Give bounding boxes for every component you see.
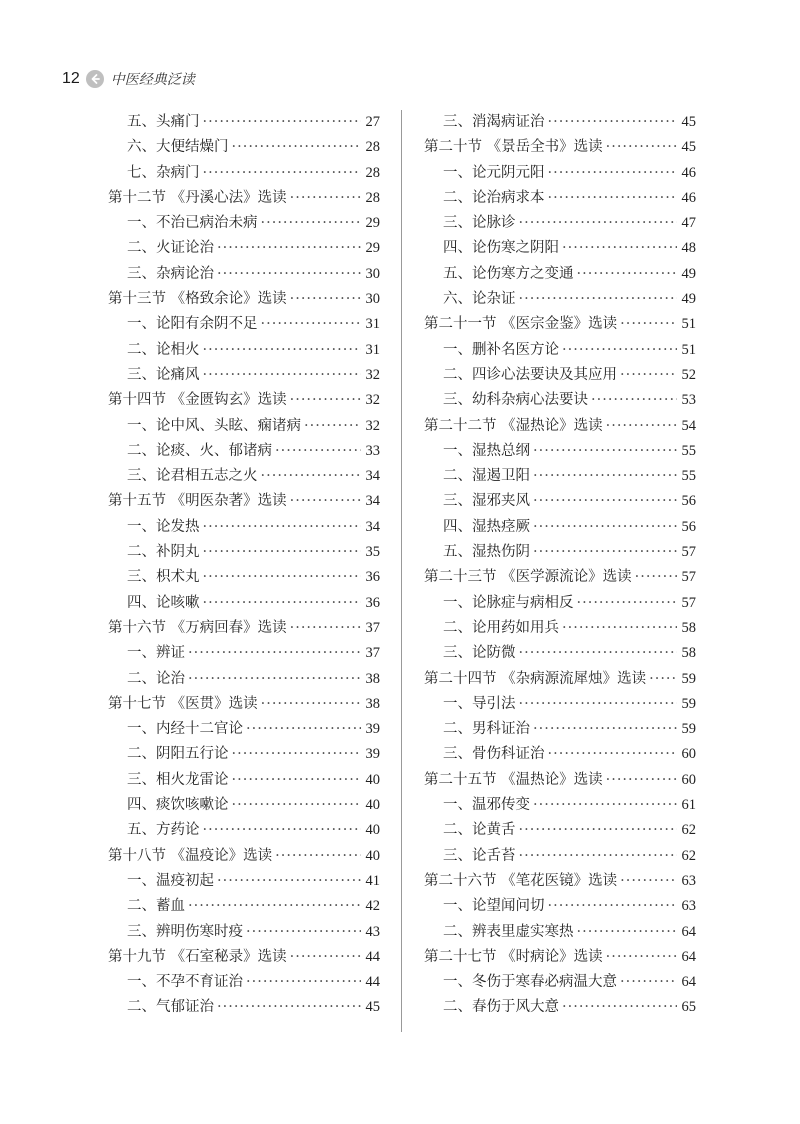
dot-leader [620, 873, 677, 889]
toc-entry-title: 二、蓄血 [127, 898, 185, 915]
toc-page-number: 44 [365, 948, 380, 965]
toc-page-number: 59 [681, 670, 696, 687]
toc-page-number: 34 [365, 518, 380, 535]
toc-entry-title: 四、论伤寒之阴阳 [443, 240, 559, 257]
toc-subentry[interactable] [424, 515, 696, 540]
dot-leader [577, 595, 678, 611]
toc-page-number: 62 [681, 822, 696, 839]
toc-entry-title: 第二十五节 《温热论》选读 [424, 771, 603, 788]
toc-entry-title: 二、气郁证治 [127, 999, 214, 1016]
dot-leader [533, 519, 677, 535]
dot-leader [290, 190, 361, 206]
toc-entry-title: 第十八节 《温疫论》选读 [108, 847, 273, 864]
dot-leader [261, 468, 362, 484]
toc-section-entry[interactable] [424, 565, 696, 590]
toc-subentry[interactable] [424, 894, 696, 919]
toc-entry-title: 第十三节 《格致余论》选读 [108, 291, 287, 308]
toc-subentry[interactable] [424, 540, 696, 565]
toc-page-number: 36 [365, 569, 380, 586]
toc-entry-title: 一、不治已病治未病 [127, 215, 258, 232]
toc-entry-title: 一、论阳有余阴不足 [127, 316, 258, 333]
toc-page-number: 54 [681, 417, 696, 434]
dot-leader [188, 671, 361, 687]
toc-page-number: 64 [681, 948, 696, 965]
dot-leader [203, 114, 362, 130]
toc-section-entry[interactable] [108, 186, 380, 211]
toc-right-column [424, 110, 696, 1021]
dot-leader [217, 999, 361, 1015]
toc-entry-title: 第十七节 《医贯》选读 [108, 695, 258, 712]
toc-page-number: 51 [681, 316, 696, 333]
dot-leader [606, 418, 677, 434]
toc-page-number: 58 [681, 619, 696, 636]
toc-entry-title: 二、论痰、火、郁诸病 [127, 442, 272, 459]
toc-entry-title: 第二十六节 《笔花医镜》选读 [424, 872, 618, 889]
toc-subentry[interactable] [108, 970, 380, 995]
toc-page-number: 42 [365, 898, 380, 915]
toc-section-entry[interactable] [424, 135, 696, 160]
toc-entry-title: 三、消渴病证治 [443, 114, 545, 130]
toc-entry-title: 三、杂病论治 [127, 265, 214, 282]
toc-entry-title: 第十二节 《丹溪心法》选读 [108, 189, 287, 206]
toc-entry-title: 第二十七节 《时病论》选读 [424, 948, 603, 965]
toc-page-number: 28 [365, 139, 380, 156]
toc-page-number: 55 [681, 442, 696, 459]
dot-leader [275, 848, 361, 864]
back-arrow-icon [86, 70, 104, 88]
toc-page-number: 39 [365, 746, 380, 763]
toc-page-number: 57 [681, 544, 696, 561]
toc-page-number: 33 [365, 442, 380, 459]
toc-entry-title: 三、论君相五志之火 [127, 468, 258, 485]
toc-entry-title: 第十四节 《金匮钩玄》选读 [108, 392, 287, 409]
toc-entry-title: 第二十节 《景岳全书》选读 [424, 139, 603, 156]
dot-leader [533, 468, 677, 484]
toc-page-number: 32 [365, 392, 380, 409]
toc-section-entry[interactable] [424, 869, 696, 894]
dot-leader [232, 797, 362, 813]
toc-section-entry[interactable] [424, 667, 696, 692]
dot-leader [562, 240, 677, 256]
toc-subentry[interactable] [424, 439, 696, 464]
dot-leader [232, 139, 362, 155]
toc-subentry[interactable] [424, 262, 696, 287]
toc-page-number: 37 [365, 645, 380, 662]
toc-page-number: 40 [365, 797, 380, 814]
toc-entry-title: 第十五节 《明医杂著》选读 [108, 493, 287, 510]
toc-entry-title: 一、论发热 [127, 518, 200, 535]
dot-leader [203, 342, 362, 358]
toc-page-number: 60 [681, 746, 696, 763]
toc-subentry[interactable] [424, 388, 696, 413]
toc-subentry[interactable] [424, 287, 696, 312]
toc-subentry[interactable] [424, 236, 696, 261]
dot-leader [246, 721, 361, 737]
toc-page-number: 57 [681, 594, 696, 611]
dot-leader [246, 974, 361, 990]
toc-entry-title: 一、论望闻问切 [443, 898, 545, 915]
toc-entry-title: 三、湿邪夹风 [443, 493, 530, 510]
toc-page-number: 38 [365, 695, 380, 712]
toc-page-number: 49 [681, 291, 696, 308]
toc-subentry[interactable] [108, 161, 380, 186]
toc-subentry[interactable] [108, 920, 380, 945]
toc-entry-title: 三、骨伤科证治 [443, 746, 545, 763]
toc-page-number: 32 [365, 417, 380, 434]
toc-page-number: 56 [681, 493, 696, 510]
toc-subentry[interactable] [108, 768, 380, 793]
dot-leader [290, 949, 361, 965]
toc-subentry[interactable] [424, 793, 696, 818]
toc-entry-title: 二、阴阳五行论 [127, 746, 229, 763]
toc-section-entry[interactable] [108, 692, 380, 717]
dot-leader [290, 493, 361, 509]
toc-subentry[interactable] [424, 363, 696, 388]
toc-subentry[interactable] [424, 692, 696, 717]
toc-entry-title: 一、内经十二官论 [127, 721, 243, 738]
toc-page-number: 63 [681, 872, 696, 889]
toc-entry-title: 三、幼科杂病心法要诀 [443, 392, 588, 409]
toc-page-number: 47 [681, 215, 696, 232]
toc-entry-title: 二、湿遏卫阳 [443, 468, 530, 485]
toc-entry-title: 二、论治 [127, 670, 185, 687]
dot-leader [290, 392, 361, 408]
toc-page-number: 57 [681, 569, 696, 586]
toc-section-entry[interactable] [424, 768, 696, 793]
toc-entry-title: 二、论治病求本 [443, 189, 545, 206]
toc-page-number: 45 [681, 139, 696, 156]
toc-entry-title: 二、论相火 [127, 341, 200, 358]
toc-entry-title: 三、论脉诊 [443, 215, 516, 232]
toc-section-entry[interactable] [108, 616, 380, 641]
toc-entry-title: 第二十三节 《医学源流论》选读 [424, 569, 632, 586]
dot-leader [304, 418, 361, 434]
toc-subentry[interactable] [108, 869, 380, 894]
dot-leader [577, 924, 678, 940]
toc-subentry[interactable] [424, 616, 696, 641]
toc-entry-title: 二、论用药如用兵 [443, 619, 559, 636]
toc-subentry[interactable] [108, 236, 380, 261]
toc-subentry[interactable] [108, 363, 380, 388]
dot-leader [203, 822, 362, 838]
dot-leader [261, 696, 361, 712]
toc-subentry[interactable] [108, 110, 380, 135]
dot-leader [606, 772, 677, 788]
toc-subentry[interactable] [424, 717, 696, 742]
dot-leader [649, 671, 677, 687]
dot-leader [519, 645, 678, 661]
toc-page-number: 59 [681, 721, 696, 738]
toc-entry-title: 第二十二节 《湿热论》选读 [424, 417, 603, 434]
dot-leader [232, 772, 362, 788]
toc-page-number: 46 [681, 164, 696, 181]
toc-section-entry[interactable] [424, 945, 696, 970]
dot-leader [533, 493, 677, 509]
toc-page-number: 29 [365, 240, 380, 257]
dot-leader [620, 974, 677, 990]
toc-page-number: 43 [365, 923, 380, 940]
dot-leader [290, 291, 361, 307]
toc-page-number: 37 [365, 619, 380, 636]
dot-leader [548, 746, 678, 762]
toc-page-number: 55 [681, 468, 696, 485]
toc-subentry[interactable] [424, 489, 696, 514]
toc-entry-title: 一、删补名医方论 [443, 341, 559, 358]
toc-page-number: 31 [365, 316, 380, 333]
dot-leader [188, 645, 361, 661]
toc-page-number: 46 [681, 189, 696, 206]
toc-page-number: 53 [681, 392, 696, 409]
toc-entry-title: 六、论杂证 [443, 291, 516, 308]
page-header [62, 66, 195, 92]
dot-leader [261, 215, 362, 231]
toc-entry-title: 一、论脉症与病相反 [443, 594, 574, 611]
toc-entry-title: 一、冬伤于寒春必病温大意 [443, 974, 617, 991]
toc-subentry[interactable] [424, 818, 696, 843]
toc-subentry[interactable] [108, 793, 380, 818]
toc-subentry[interactable] [424, 464, 696, 489]
toc-page-number: 44 [365, 974, 380, 991]
toc-subentry[interactable] [108, 742, 380, 767]
toc-entry-title: 五、头痛门 [127, 114, 200, 130]
toc-subentry[interactable] [424, 338, 696, 363]
toc-page-number: 32 [365, 366, 380, 383]
toc-subentry[interactable] [108, 414, 380, 439]
toc-subentry[interactable] [108, 894, 380, 919]
toc-page-number: 40 [365, 822, 380, 839]
dot-leader [548, 898, 678, 914]
toc-page-number: 39 [365, 721, 380, 738]
dot-leader [635, 569, 677, 585]
dot-leader [519, 822, 678, 838]
toc-page-number: 62 [681, 847, 696, 864]
toc-page-number: 31 [365, 341, 380, 358]
toc-entry-title: 三、论防微 [443, 645, 516, 662]
toc-page-number: 38 [365, 670, 380, 687]
toc-entry-title: 五、湿热伤阴 [443, 544, 530, 561]
toc-page-number: 35 [365, 544, 380, 561]
toc-left-column [108, 110, 380, 1021]
toc-page-number: 58 [681, 645, 696, 662]
toc-entry-title: 第十九节 《石室秘录》选读 [108, 948, 287, 965]
toc-page-number: 30 [365, 265, 380, 282]
dot-leader [533, 721, 677, 737]
toc-entry-title: 第二十一节 《医宗金鉴》选读 [424, 316, 618, 333]
dot-leader [203, 595, 362, 611]
toc-entry-title: 三、论痛风 [127, 366, 200, 383]
toc-page-number: 30 [365, 291, 380, 308]
toc-subentry[interactable] [424, 110, 696, 135]
toc-entry-title: 一、湿热总纲 [443, 442, 530, 459]
toc-subentry[interactable] [424, 995, 696, 1020]
toc-page-number: 64 [681, 923, 696, 940]
dot-leader [188, 898, 361, 914]
toc-entry-title: 第十六节 《万病回春》选读 [108, 619, 287, 636]
toc-entry-title: 二、火证论治 [127, 240, 214, 257]
dot-leader [275, 443, 361, 459]
toc-page-number: 48 [681, 240, 696, 257]
toc-entry-title: 二、春伤于风大意 [443, 999, 559, 1016]
toc-page-number: 60 [681, 771, 696, 788]
dot-leader [533, 544, 677, 560]
dot-leader [232, 746, 362, 762]
toc-entry-title: 一、温疫初起 [127, 872, 214, 889]
toc-entry-title: 第二十四节 《杂病源流犀烛》选读 [424, 670, 647, 687]
dot-leader [203, 367, 362, 383]
dot-leader [203, 165, 362, 181]
dot-leader [548, 165, 678, 181]
dot-leader [533, 797, 677, 813]
arrow-left-icon [89, 73, 101, 85]
toc-section-entry[interactable] [108, 945, 380, 970]
toc-page-number: 45 [365, 999, 380, 1016]
toc-subentry[interactable] [108, 135, 380, 160]
dot-leader [290, 620, 361, 636]
dot-leader [519, 696, 678, 712]
toc-subentry[interactable] [108, 565, 380, 590]
toc-page-number: 27 [365, 114, 380, 130]
toc-entry-title: 四、痰饮咳嗽论 [127, 797, 229, 814]
toc-entry-title: 一、论中风、头眩、痫诸病 [127, 417, 301, 434]
toc-section-entry[interactable] [108, 388, 380, 413]
toc-page-number: 28 [365, 189, 380, 206]
dot-leader [261, 316, 362, 332]
toc-page-number: 29 [365, 215, 380, 232]
toc-entry-title: 六、大便结燥门 [127, 139, 229, 156]
toc-subentry[interactable] [424, 970, 696, 995]
dot-leader [562, 342, 677, 358]
dot-leader [620, 316, 677, 332]
toc-subentry[interactable] [424, 161, 696, 186]
toc-entry-title: 二、四诊心法要诀及其应用 [443, 366, 617, 383]
toc-subentry[interactable] [424, 591, 696, 616]
toc-entry-title: 七、杂病门 [127, 164, 200, 181]
dot-leader [246, 924, 361, 940]
dot-leader [519, 291, 678, 307]
toc-entry-title: 三、论舌苔 [443, 847, 516, 864]
dot-leader [533, 443, 677, 459]
toc-subentry[interactable] [424, 211, 696, 236]
toc-page-number: 49 [681, 265, 696, 282]
toc-subentry[interactable] [108, 995, 380, 1020]
toc-page-number: 51 [681, 341, 696, 358]
toc-subentry[interactable] [424, 641, 696, 666]
toc-entry-title: 一、不孕不育证治 [127, 974, 243, 991]
toc-page-number: 36 [365, 594, 380, 611]
toc-subentry[interactable] [108, 211, 380, 236]
toc-entry-title: 二、辨表里虚实寒热 [443, 923, 574, 940]
book-title: 中医经典泛读 [110, 72, 195, 88]
toc-page-number: 34 [365, 468, 380, 485]
toc-subentry[interactable] [108, 464, 380, 489]
toc-page-number: 34 [365, 493, 380, 510]
toc-page-number: 61 [681, 797, 696, 814]
toc-subentry[interactable] [108, 262, 380, 287]
toc-page-number: 40 [365, 771, 380, 788]
toc-subentry[interactable] [108, 439, 380, 464]
toc-subentry[interactable] [108, 515, 380, 540]
toc-entry-title: 二、论黄舌 [443, 822, 516, 839]
toc-page-number: 56 [681, 518, 696, 535]
page-number: 12 [62, 70, 80, 87]
toc-subentry[interactable] [108, 591, 380, 616]
dot-leader [203, 519, 362, 535]
dot-leader [562, 999, 677, 1015]
dot-leader [519, 848, 678, 864]
toc-entry-title: 一、导引法 [443, 695, 516, 712]
toc-section-entry[interactable] [424, 414, 696, 439]
toc-subentry[interactable] [424, 742, 696, 767]
dot-leader [577, 266, 678, 282]
toc-page-number: 41 [365, 872, 380, 889]
toc-entry-title: 五、方药论 [127, 822, 200, 839]
toc-section-entry[interactable] [424, 312, 696, 337]
toc-subentry[interactable] [108, 667, 380, 692]
dot-leader [606, 949, 677, 965]
toc-subentry[interactable] [108, 338, 380, 363]
toc-subentry[interactable] [424, 920, 696, 945]
toc-section-entry[interactable] [108, 489, 380, 514]
toc-entry-title: 五、论伤寒方之变通 [443, 265, 574, 282]
toc-page-number: 52 [681, 366, 696, 383]
toc-entry-title: 三、相火龙雷论 [127, 771, 229, 788]
dot-leader [606, 139, 677, 155]
dot-leader [217, 873, 361, 889]
toc-page-number: 59 [681, 695, 696, 712]
toc-entry-title: 三、辨明伤寒时疫 [127, 923, 243, 940]
dot-leader [591, 392, 677, 408]
dot-leader [620, 367, 677, 383]
toc-page-number: 65 [681, 999, 696, 1016]
toc-subentry[interactable] [108, 312, 380, 337]
dot-leader [519, 215, 678, 231]
toc-page-number: 45 [681, 114, 696, 130]
toc-entry-title: 一、论元阴元阳 [443, 164, 545, 181]
toc-subentry[interactable] [108, 641, 380, 666]
toc-subentry[interactable] [108, 540, 380, 565]
dot-leader [203, 569, 362, 585]
toc-page-number: 64 [681, 974, 696, 991]
toc-subentry[interactable] [424, 186, 696, 211]
toc-entry-title: 二、补阴丸 [127, 544, 200, 561]
toc-section-entry[interactable] [108, 287, 380, 312]
toc-subentry[interactable] [424, 844, 696, 869]
toc-entry-title: 四、论咳嗽 [127, 594, 200, 611]
dot-leader [203, 544, 362, 560]
toc-entry-title: 四、湿热痉厥 [443, 518, 530, 535]
toc-section-entry[interactable] [108, 844, 380, 869]
toc-page-number: 40 [365, 847, 380, 864]
dot-leader [217, 266, 361, 282]
toc-entry-title: 三、枳术丸 [127, 569, 200, 586]
column-divider [401, 110, 402, 1032]
toc-page-number: 28 [365, 164, 380, 181]
toc-subentry[interactable] [108, 818, 380, 843]
dot-leader [548, 190, 678, 206]
dot-leader [548, 114, 678, 130]
dot-leader [217, 240, 361, 256]
toc-entry-title: 二、男科证治 [443, 721, 530, 738]
toc-entry-title: 一、温邪传变 [443, 797, 530, 814]
dot-leader [562, 620, 677, 636]
toc-page-number: 63 [681, 898, 696, 915]
toc-entry-title: 一、辨证 [127, 645, 185, 662]
toc-subentry[interactable] [108, 717, 380, 742]
